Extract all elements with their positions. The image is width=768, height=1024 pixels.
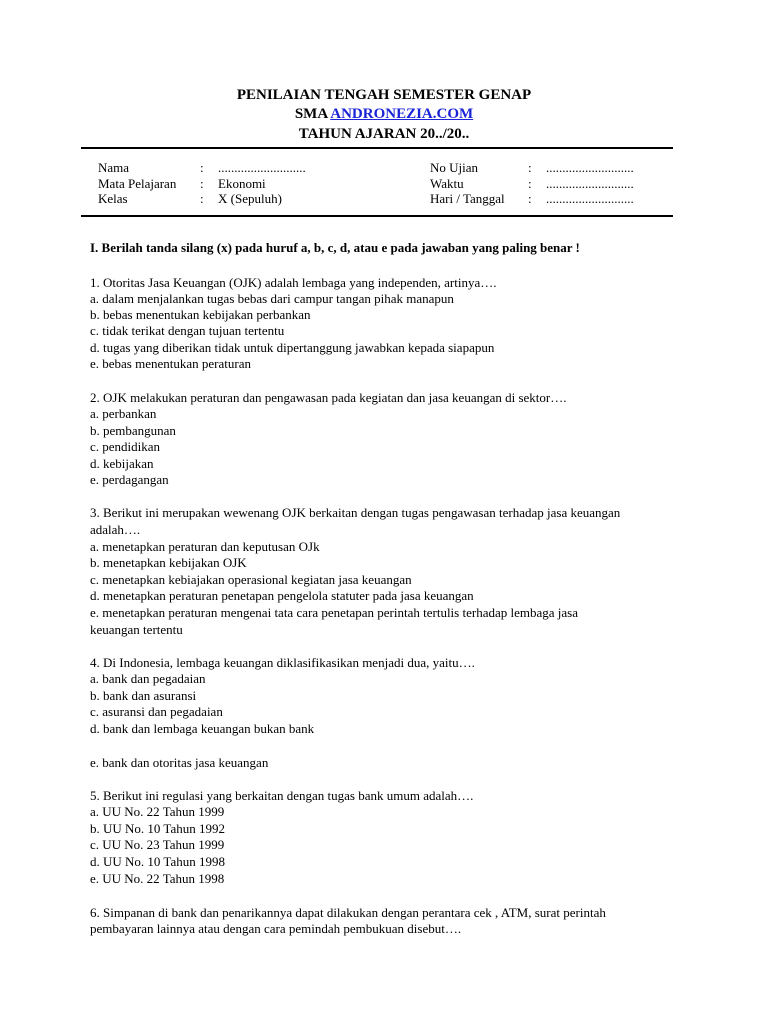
option-1d[interactable]: d. tugas yang diberikan tidak untuk dipertanggung jawabkan kepada siapapun [90,340,495,355]
info-colon: : [200,160,204,175]
question-stem-5: 5. Berikut ini regulasi yang berkaitan dengan tugas bank umum adalah…. [90,788,474,803]
school-name [0,105,768,123]
info-colon: : [528,191,532,206]
info-value-mata-pelajaran: Ekonomi [218,176,266,191]
question-stem-6-cont: pembayaran lainnya atau dengan cara pemindah pembukuan disebut…. [90,921,462,936]
info-value-nama[interactable]: ........................... [218,160,306,175]
info-colon: : [200,176,204,191]
option-2e[interactable]: e. perdagangan [90,472,169,487]
option-1b[interactable]: b. bebas menentukan kebijakan perbankan [90,307,311,322]
header-divider-top [81,147,673,149]
option-4d[interactable]: d. bank dan lembaga keuangan bukan bank [90,721,315,736]
option-3d[interactable]: d. menetapkan peraturan penetapan pengelola statuter pada jasa keuangan [90,588,474,603]
option-2b[interactable]: b. pembangunan [90,423,176,438]
info-value-no-ujian[interactable]: ........................... [546,160,634,175]
info-value-waktu[interactable]: ........................... [546,176,634,191]
option-5d[interactable]: d. UU No. 10 Tahun 1998 [90,854,225,869]
info-label: Nama [98,160,130,175]
question-stem-3-cont: adalah…. [90,522,141,537]
question-stem-1: 1. Otoritas Jasa Keuangan (OJK) adalah lembaga yang independen, artinya…. [90,275,497,290]
header-divider-bottom [81,215,673,217]
question-stem-4: 4. Di Indonesia, lembaga keuangan diklasifikasikan menjadi dua, yaitu…. [90,655,475,670]
option-3a[interactable]: a. menetapkan peraturan dan keputusan OJk [90,539,320,554]
info-label: Kelas [98,191,128,206]
section-instruction: I. Berilah tanda silang (x) pada huruf a, b, c, d, atau e pada jawaban yang paling benar ! [90,240,580,255]
info-value-hari-tanggal[interactable]: ........................... [546,191,634,206]
school-prefix: SMA [294,106,331,122]
question-stem-6: 6. Simpanan di bank dan penarikannya dapat dilakukan dengan perantara cek , ATM, surat perintah [90,905,606,920]
option-3e-cont: keuangan tertentu [90,622,183,637]
option-5e[interactable]: e. UU No. 22 Tahun 1998 [90,871,225,886]
academic-year: TAHUN AJARAN 20../20.. [298,126,470,142]
option-1a[interactable]: a. dalam menjalankan tugas bebas dari campur tangan pihak manapun [90,291,454,306]
option-2d[interactable]: d. kebijakan [90,456,154,471]
option-1e[interactable]: e. bebas menentukan peraturan [90,356,251,371]
option-1c[interactable]: c. tidak terikat dengan tujuan tertentu [90,323,285,338]
question-stem-2: 2. OJK melakukan peraturan dan pengawasan pada kegiatan dan jasa keuangan di sektor…. [90,390,567,405]
info-label: Mata Pelajaran [98,176,177,191]
info-colon: : [528,176,532,191]
option-5b[interactable]: b. UU No. 10 Tahun 1992 [90,821,225,836]
info-colon: : [200,191,204,206]
question-stem-3: 3. Berikut ini merupakan wewenang OJK berkaitan dengan tugas pengawasan terhadap jasa keuangan [90,505,621,520]
info-label: Waktu [430,176,464,191]
option-4a[interactable]: a. bank dan pegadaian [90,671,206,686]
option-4c[interactable]: c. asuransi dan pegadaian [90,704,223,719]
option-5a[interactable]: a. UU No. 22 Tahun 1999 [90,804,225,819]
option-3c[interactable]: c. menetapkan kebiajakan operasional kegiatan jasa keuangan [90,572,412,587]
option-4e[interactable]: e. bank dan otoritas jasa keuangan [90,755,269,770]
option-3e[interactable]: e. menetapkan peraturan mengenai tata cara penetapan perintah tertulis terhadap lembaga jasa [90,605,578,620]
info-value-kelas: X (Sepuluh) [218,191,282,206]
option-3b[interactable]: b. menetapkan kebijakan OJK [90,555,247,570]
school-link[interactable]: ANDRONEZIA.COM [330,106,474,122]
info-label: No Ujian [430,160,479,175]
option-4b[interactable]: b. bank dan asuransi [90,688,197,703]
option-5c[interactable]: c. UU No. 23 Tahun 1999 [90,837,225,852]
info-colon: : [528,160,532,175]
info-label: Hari / Tanggal [430,191,505,206]
option-2c[interactable]: c. pendidikan [90,439,161,454]
exam-title: PENILAIAN TENGAH SEMESTER GENAP [236,87,532,103]
option-2a[interactable]: a. perbankan [90,406,157,421]
